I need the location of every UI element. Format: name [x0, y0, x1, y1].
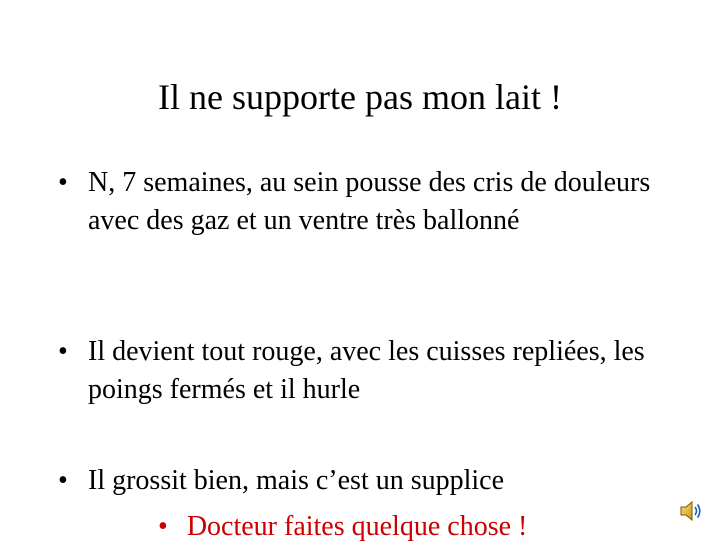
bullet-item — [58, 164, 658, 240]
bullet-symbol: • — [58, 167, 68, 198]
bullet-item — [58, 333, 658, 409]
slide-title: Il ne supporte pas mon lait ! — [158, 77, 562, 117]
bullet-symbol: • — [58, 336, 68, 367]
sub-bullet-item — [158, 508, 527, 546]
bullet-text: Il devient tout rouge, avec les cuisses repliées, les poings fermés et il hurle — [88, 336, 645, 405]
bullet-text: Il grossit bien, mais c’est un supplice — [88, 465, 505, 496]
bullet-symbol: • — [58, 465, 68, 496]
speaker-icon[interactable] — [678, 498, 704, 524]
bullet-text: N, 7 semaines, au sein pousse des cris de douleurs avec des gaz et un ventre très ballonné — [88, 167, 651, 236]
sub-bullet-text: Docteur faites quelque chose ! — [186, 511, 528, 542]
bullet-item — [58, 462, 658, 500]
sub-bullet-symbol: • — [158, 511, 168, 542]
